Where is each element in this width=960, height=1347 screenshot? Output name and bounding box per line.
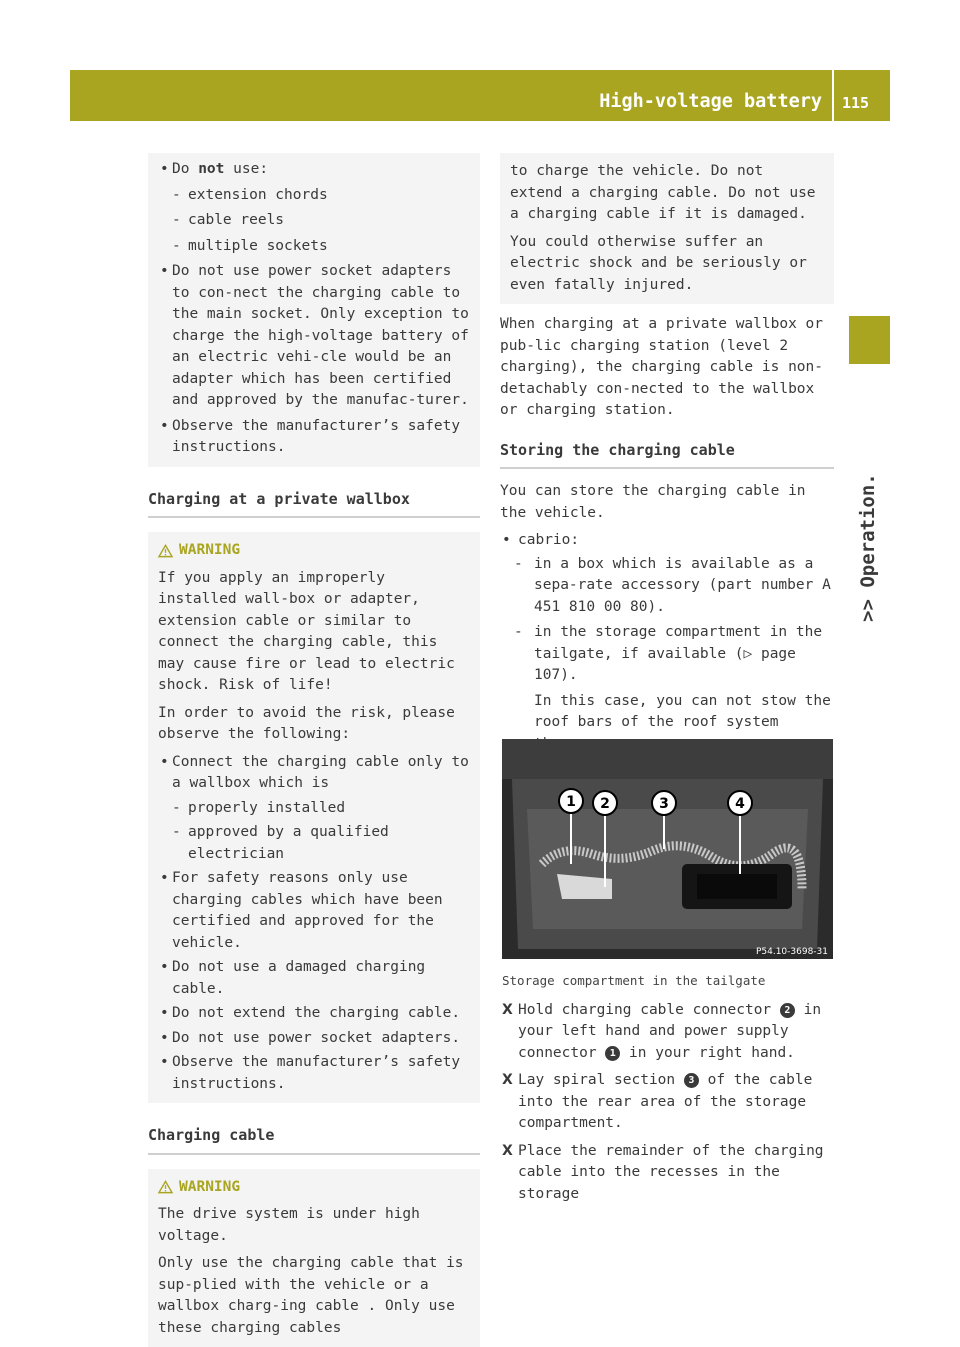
list-item: • Observe the manufacturer’s safety instructions. <box>158 416 470 459</box>
list-item: - in the storage compartment in the tailgate, if available (▷ page 107). <box>500 622 834 687</box>
list-item: • For safety reasons only use charging cables which have been certified and approved for the vehicle. <box>158 868 470 954</box>
side-tab <box>850 372 890 632</box>
callout-badge: 3 <box>684 1073 699 1088</box>
body-text: When charging at a private wallbox or pub-lic charging station (level 2 charging), the charging cable is non-detachably con-nected to the wallbox or charging station. <box>500 314 834 422</box>
body-text: You can store the charging cable in the vehicle. <box>500 481 834 524</box>
callout-2 <box>593 791 617 815</box>
warning-text: The drive system is under high voltage. <box>158 1204 470 1247</box>
section-heading: Charging cable <box>148 1125 480 1155</box>
header-divider <box>832 70 834 121</box>
warning-title: WARNING <box>158 540 470 562</box>
step-item: X Hold charging cable connector 2 in your left hand and power supply connector 1 in your right hand. <box>502 1000 836 1065</box>
svg-text:1: 1 <box>566 794 576 810</box>
list-item: • Do not use a damaged charging cable. <box>158 957 470 1000</box>
page-title: High-voltage battery <box>560 90 822 114</box>
figure-caption: Storage compartment in the tailgate <box>502 970 836 992</box>
storage-compartment-photo <box>502 739 833 959</box>
side-tab-block <box>849 316 890 364</box>
list-item: - extension chords <box>158 185 470 207</box>
warning-text: You could otherwise suffer an electric shock and be seriously or even fatally injured. <box>510 232 824 297</box>
list-item: • Connect the charging cable only to a wallbox which is <box>158 752 470 795</box>
warning-continuation-box <box>500 153 834 304</box>
callout-badge: 2 <box>780 1003 795 1018</box>
section-heading: Storing the charging cable <box>500 440 834 470</box>
list-item: In this case, you can not stow the roof bars of the roof system <box>500 691 834 756</box>
steps-column <box>502 970 836 1205</box>
warning-triangle-icon <box>158 1180 173 1194</box>
warning-title: WARNING <box>158 1177 470 1199</box>
callout-1 <box>559 789 583 813</box>
list-item: - multiple sockets <box>158 236 470 258</box>
warning-triangle-icon <box>158 544 173 558</box>
step-item: X Place the remainder of the charging cable into the recesses in the storage <box>502 1141 836 1206</box>
warning-box <box>148 532 480 1103</box>
warning-text: Only use the charging cable that is sup-plied with the vehicle or a wallbox charg-ing cable . Only use these charging cables <box>158 1253 470 1339</box>
step-item: X Lay spiral section 3 of the cable into the rear area of the storage compartment. <box>502 1070 836 1135</box>
list-item: • cabrio: <box>500 530 834 552</box>
svg-text:4: 4 <box>735 796 745 812</box>
left-column <box>148 153 480 1347</box>
warning-text: If you apply an improperly installed wall-box or adapter, extension cable or similar to connect the charging cable, this may cause fire or lead to electric shock. Risk of life! <box>158 568 470 697</box>
figure-code: P54.10-3698-31 <box>756 947 828 957</box>
left-warning-continuation <box>148 153 480 467</box>
list-item: • Do not use: <box>158 159 470 181</box>
list-item: - cable reels <box>158 210 470 232</box>
svg-text:2: 2 <box>600 796 610 812</box>
list-item: - properly installed <box>158 798 470 820</box>
list-item: - in a box which is available as a sepa-rate accessory (part number A 451 810 00 80). <box>500 554 834 619</box>
warning-text: to charge the vehicle. Do not extend a charging cable. Do not use a charging cable if it is damaged. <box>510 161 824 226</box>
callout-4 <box>728 791 752 815</box>
right-column <box>500 153 834 824</box>
side-tab-label: >> Operation. <box>858 473 880 622</box>
list-item: • Observe the manufacturer’s safety instructions. <box>158 1052 470 1095</box>
list-item: - approved by a qualified electrician <box>158 822 470 865</box>
section-heading: Charging at a private wallbox <box>148 489 480 519</box>
list-item: • Do not extend the charging cable. <box>158 1003 470 1025</box>
list-item: • Do not use power socket adapters. <box>158 1028 470 1050</box>
warning-text: In order to avoid the risk, please observe the following: <box>158 703 470 746</box>
page-number: 115 <box>842 92 869 114</box>
callout-badge: 1 <box>605 1046 620 1061</box>
list-item: • Do not use power socket adapters to con-nect the charging cable to the main socket. Only exception to charge the high-voltage battery of an electric vehi-cle would be an adapter which has been certified and approved by the manufac-turer. <box>158 261 470 412</box>
svg-text:3: 3 <box>659 796 669 812</box>
warning-box <box>148 1169 480 1347</box>
callout-3 <box>652 791 676 815</box>
